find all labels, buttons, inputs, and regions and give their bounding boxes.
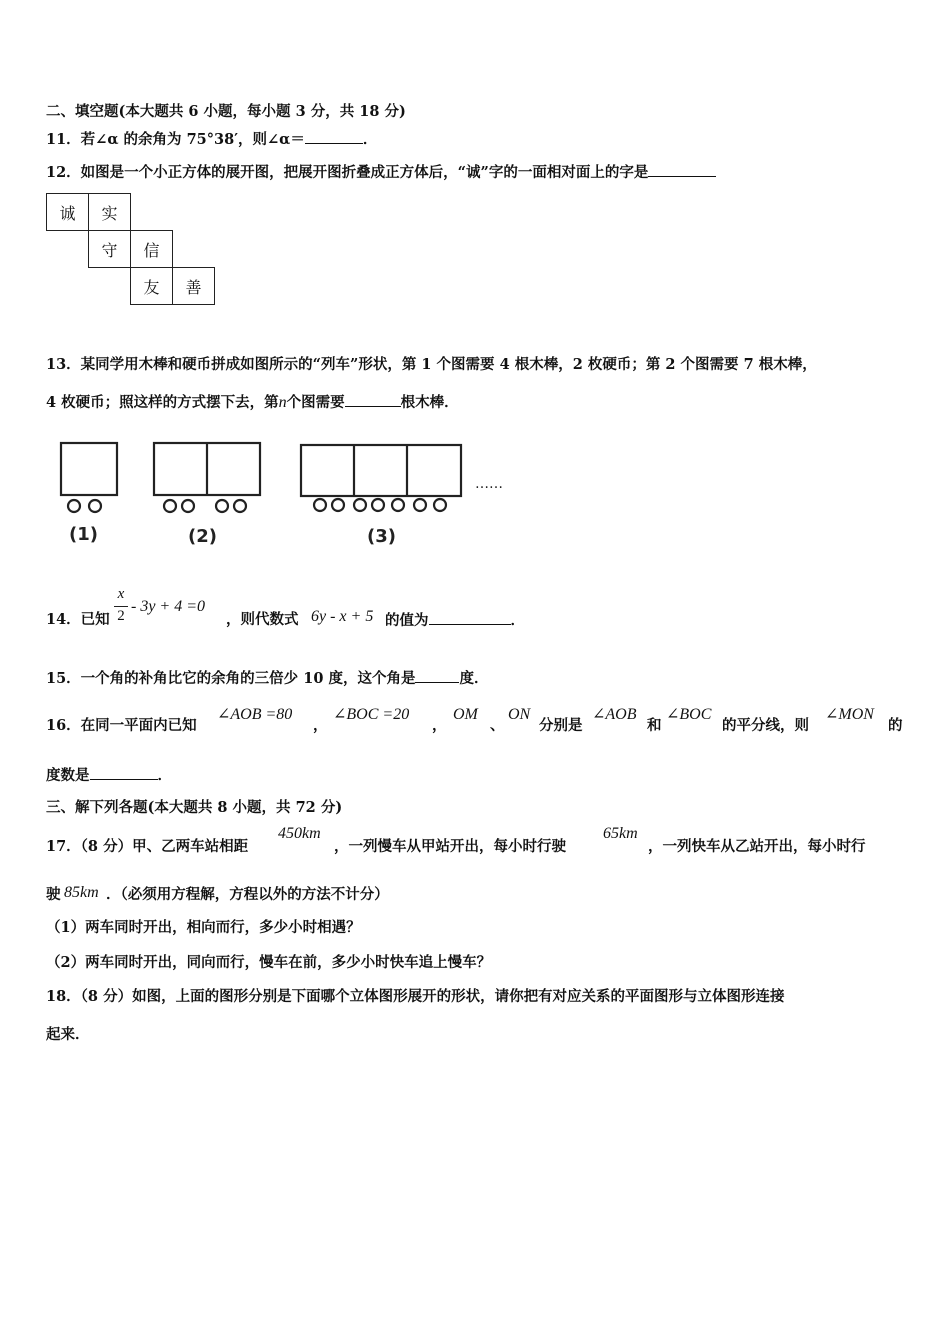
q16-text-1: 分别是 (539, 717, 583, 734)
coin (216, 500, 228, 512)
q15-answer-blank[interactable] (415, 668, 459, 683)
coin (414, 499, 426, 511)
q16-math-1: ∠AOB =80 (217, 706, 293, 723)
train-label-2: (2) (188, 526, 217, 547)
net-cell-1: 诚 (46, 193, 89, 231)
q11-suffix: ． (362, 131, 378, 148)
q16-math-6: ∠BOC (666, 706, 712, 723)
q18-line2: 起来． (46, 1026, 90, 1043)
question-12 (46, 162, 716, 183)
q14-answer-blank[interactable] (429, 610, 511, 625)
q11-text: 11．若∠α 的余角为 75°38′，则∠α＝ (46, 131, 305, 148)
q16-prefix: 16．在同一平面内已知 (46, 717, 197, 734)
q16-math-2: ∠BOC =20 (333, 706, 410, 723)
q16-line2 (46, 765, 172, 786)
train-ellipsis: …… (475, 476, 503, 492)
q16-math-3: OM (453, 706, 478, 723)
coin (182, 500, 194, 512)
coin (332, 499, 344, 511)
question-13-line2 (46, 392, 459, 413)
coin (89, 500, 101, 512)
q14-text-suffix: 的值为 (385, 612, 429, 629)
coin (372, 499, 384, 511)
q13-text-a: 4 枚硬币；照这样的方式摆下去，第 (46, 394, 279, 411)
q12-text: 12．如图是一个小正方体的展开图，把展开图折叠成正方体后，“诚”字的一面相对面上的字是 (46, 164, 649, 181)
q16-text-3: 的平分线，则 (722, 717, 809, 734)
q17-fast-speed: 85km (64, 884, 99, 901)
q17-tail: ，一列快车从乙站开出，每小时行 (648, 838, 866, 855)
section3-heading: 三、解下列各题(本大题共 8 小题，共 72 分) (46, 799, 343, 816)
q13-answer-blank[interactable] (345, 392, 401, 407)
train1-box (61, 443, 117, 495)
q16-text-4: 的 (888, 717, 903, 734)
q14-frac-num: x (117, 586, 125, 602)
q17-slow-speed: 65km (603, 825, 638, 842)
question-15 (46, 668, 488, 689)
section2-heading: 二、填空题(本大题共 6 小题，每小题 3 分，共 18 分) (46, 103, 406, 120)
q16-math-7: ∠MON (825, 706, 874, 723)
train-label-1: (1) (69, 524, 98, 545)
q17-line2a: 驶 (46, 886, 61, 903)
q17-line2b: ．（必须用方程解，方程以外的方法不计分） (106, 886, 389, 903)
q14-frac-den: 2 (117, 608, 125, 624)
q17-sub-1: （1）两车同时开出，相向而行，多少小时相遇？ (46, 919, 361, 936)
q17-sub-2: （2）两车同时开出，同向而行，慢车在前，多少小时快车追上慢车？ (46, 954, 492, 971)
net-cell-3: 守 (88, 230, 131, 268)
coin (314, 499, 326, 511)
q16-text-2: 和 (647, 717, 662, 734)
q16-math-4: ON (508, 706, 531, 723)
net-cell-2: 实 (88, 193, 131, 231)
q17-line2 (46, 885, 61, 905)
q11-answer-blank[interactable] (305, 129, 363, 144)
q16-sep-2: ， (432, 717, 447, 734)
q16-line2-text: 度数是 (46, 767, 90, 784)
coin (434, 499, 446, 511)
net-cell-4: 信 (130, 230, 173, 268)
q14-tail (385, 610, 525, 631)
coin (68, 500, 80, 512)
q14-equation: - 3y + 4 =0 (131, 598, 206, 615)
train-label-3: (3) (367, 526, 396, 547)
coin (164, 500, 176, 512)
question-11 (46, 129, 377, 150)
cube-net-figure (46, 193, 221, 315)
q15-text: 15．一个角的补角比它的余角的三倍少 10 度，这个角是 (46, 670, 416, 687)
q18-line1: 18．（8 分）如图，上面的图形分别是下面哪个立体图形展开的形状，请你把有对应关系的平面图形与立体图形连接 (46, 988, 785, 1005)
q13-var-n: n (278, 394, 287, 411)
q17-distance: 450km (278, 825, 321, 842)
q14-expression: 6y - x + 5 (311, 608, 374, 625)
coin (234, 500, 246, 512)
q13-text-b: 个图需要 (286, 394, 345, 411)
q12-answer-blank[interactable] (648, 162, 716, 177)
q16-math-5: ∠AOB (592, 706, 637, 723)
q17-mid: ，一列慢车从甲站开出，每小时行驶 (334, 838, 566, 855)
coin (392, 499, 404, 511)
coin (354, 499, 366, 511)
q14-text-mid: ，则代数式 (226, 611, 299, 628)
q14-end: ． (510, 612, 525, 629)
q17-prefix: 17．（8 分）甲、乙两车站相距 (46, 838, 249, 855)
q15-suffix: 度． (459, 670, 489, 687)
net-cell-6: 善 (172, 267, 215, 305)
q16-sep-1: ， (313, 717, 328, 734)
q13-text-c: 根木棒． (400, 394, 459, 411)
q16-end: ． (157, 767, 172, 784)
question-14-prefix: 14．已知 (46, 611, 110, 628)
net-cell-5: 友 (130, 267, 173, 305)
q14-rest (226, 610, 299, 630)
q16-sep-3: 、 (490, 717, 505, 734)
q16-answer-blank[interactable] (90, 765, 158, 780)
train3-box (301, 445, 461, 496)
question-13-line1: 13．某同学用木棒和硬币拼成如图所示的“列车”形状，第 1 个图需要 4 根木棒，2 枚硬币；第 2 个图需要 7 根木棒， (46, 356, 817, 373)
train-figure (55, 438, 535, 553)
q14-frac-bar (114, 606, 128, 607)
